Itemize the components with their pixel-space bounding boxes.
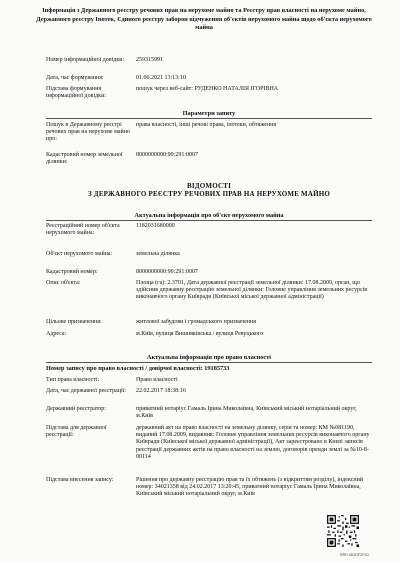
vidomosti-title: ВІДОМОСТІ bbox=[186, 182, 232, 190]
ownership-row-date bbox=[46, 388, 372, 395]
document-title: Інформація з Державного реєстру речових прав на нерухоме майно та Реєстру прав власності на нерухоме майно, Державного реєстру Іпотек, Єдиного реєстру заборон відчуження об'єктів нерухомого майна щодо об'єкта нерухомого майна bbox=[36, 7, 372, 32]
divider bbox=[46, 362, 372, 363]
object-row-regnum bbox=[46, 223, 372, 237]
info-label: Номер інформаційної довідки: bbox=[46, 57, 125, 63]
params-section-title: Параметри запиту bbox=[182, 110, 236, 117]
params-label: Кадастровий номер земельної ділянки: bbox=[46, 152, 123, 166]
info-row-basis bbox=[46, 86, 372, 100]
params-value: права власності, інші речові права, іпотеки, обтяження bbox=[136, 122, 277, 128]
qr-code-icon bbox=[327, 515, 359, 547]
divider bbox=[46, 118, 372, 119]
object-label: Об'єкт нерухомого майна: bbox=[46, 251, 113, 257]
object-row-address bbox=[46, 331, 372, 338]
info-row-date bbox=[46, 75, 372, 82]
ownership-value: Право власності bbox=[136, 377, 178, 383]
info-value: 01.06.2021 13:13:10 bbox=[136, 75, 186, 81]
object-label: Опис об'єкта: bbox=[46, 280, 81, 286]
ownership-row-registrar bbox=[46, 406, 372, 420]
footer-code: RRP-9D2DF2F1D bbox=[340, 553, 369, 557]
object-value: земельна ділянка bbox=[136, 251, 180, 257]
ownership-record-number: Номер запису про право власності / довірчої власності: 19185733 bbox=[46, 365, 230, 372]
ownership-value: приватний нотаріус Гамаль Ірина Миколаївна, Київський міський нотаріальний округ, м.Київ bbox=[136, 406, 357, 420]
ownership-label: Державний реєстратор: bbox=[46, 406, 106, 412]
object-label: Реєстраційний номер об'єкта нерухомого майна: bbox=[46, 223, 120, 237]
object-row-purpose bbox=[46, 319, 372, 326]
object-value: м.Київ, вулиця Вишняківська / вулиця Ревуцького bbox=[136, 331, 264, 337]
divider bbox=[46, 220, 372, 221]
vidomosti-subtitle: З ДЕРЖАВНОГО РЕЄСТРУ РЕЧОВИХ ПРАВ НА НЕРУХОМЕ МАЙНО bbox=[87, 190, 331, 198]
object-row-description bbox=[46, 280, 372, 302]
ownership-section-title: Актуальна інформація про право власності bbox=[146, 354, 272, 361]
ownership-row-entry-basis bbox=[46, 477, 372, 499]
info-value: 259315991 bbox=[136, 57, 163, 63]
object-value: 8000000000:90:291:0007 bbox=[136, 269, 199, 275]
object-label: Адреса: bbox=[46, 331, 67, 337]
info-label: Дата, час формування: bbox=[46, 75, 104, 81]
object-value: 1182031680000 bbox=[136, 223, 175, 229]
object-section-title: Актуальна інформація про об'єкт нерухомого майна bbox=[134, 212, 284, 219]
ownership-row-type bbox=[46, 377, 372, 384]
params-value: 8000000000:90:291:0007 bbox=[136, 152, 199, 158]
object-value: Площа (га): 2.3701, Дата державної реєстрації земельної ділянки: 17.08.2009, орган, що здійснив державну реєстрацію земельної ділянки: Головне управління земельних ресурсів виконавчого органу Київради (Київської міської державної адміністрації) bbox=[136, 280, 368, 301]
object-label: Кадастровий номер: bbox=[46, 269, 98, 275]
info-row-number bbox=[46, 57, 372, 64]
ownership-value: Рішення про державну реєстрацію прав та їх обтяжень (з відкриттям розділу), індексний номер: 34021358 від 24.02.2017 13:20:45, приватний нотаріус Гамаль Ірина Миколаївна, Київський міський нотаріальний округ, м.Київ bbox=[136, 477, 364, 498]
ownership-label: Підстава для державної реєстрації: bbox=[46, 425, 107, 439]
ownership-value: державний акт на право власності на земельну ділянку, серія та номер: КМ №081190, виданий 17.08.2009, видавник: Головне управління земельних ресурсів виконавчого органу Київради (Київської міської державної адміністрації), Акт зареєстровано в Книзі записів реєстрації державних актів на право власності на землю, договорів оренди землі за №10-8-00114 bbox=[136, 425, 370, 460]
ownership-label: Тип права власності: bbox=[46, 377, 100, 383]
ownership-value: 22.02.2017 18:38:16 bbox=[136, 388, 186, 394]
object-label: Цільове призначення: bbox=[46, 319, 102, 325]
ownership-label: Підстава внесення запису: bbox=[46, 477, 114, 483]
ownership-row-basis bbox=[46, 425, 372, 461]
params-row-cadastral bbox=[46, 152, 372, 166]
object-row-cadastral bbox=[46, 269, 372, 276]
ownership-label: Дата, час державної реєстрації: bbox=[46, 388, 127, 394]
object-row-type bbox=[46, 251, 372, 258]
object-value: житлової забудови і громадського призначення bbox=[136, 319, 256, 325]
info-label: Підстава формування інформаційної довідки: bbox=[46, 86, 106, 100]
params-row-search bbox=[46, 122, 372, 144]
info-value: пошук через веб-сайт: РУДЕНКО НАТАЛІЯ ІГОРІВНА bbox=[136, 86, 279, 92]
params-label: Пошук в Державному реєстрі речових прав на нерухоме майно про: bbox=[46, 122, 130, 143]
